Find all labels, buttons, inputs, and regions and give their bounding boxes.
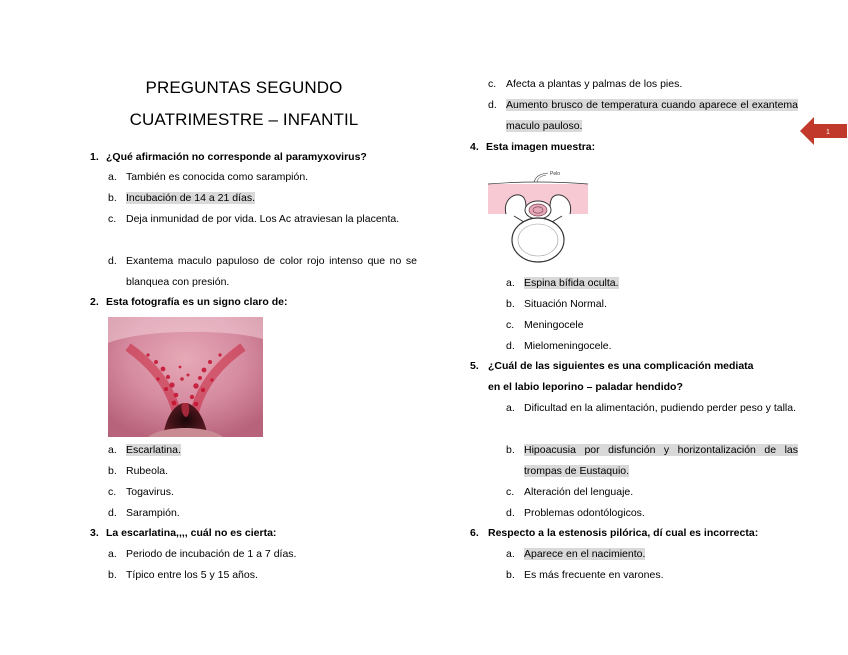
- option-letter: a.: [506, 402, 515, 414]
- question-text: Esta imagen muestra:: [486, 141, 596, 153]
- question-number: 1.: [90, 151, 99, 163]
- q4-option-a: [506, 273, 798, 294]
- option-text: También es conocida como sarampión.: [126, 171, 309, 183]
- q1-option-b: [108, 188, 417, 209]
- q2-option-c: [108, 482, 417, 503]
- option-text: Afecta a plantas y palmas de los pies.: [506, 78, 683, 90]
- q5-option-d: [506, 503, 798, 524]
- q1-option-c: [108, 209, 417, 230]
- option-text: Es más frecuente en varones.: [524, 569, 664, 581]
- q1-option-a: [108, 167, 417, 188]
- q2-option-b: [108, 461, 417, 482]
- option-letter: c.: [506, 486, 515, 498]
- question-text: Esta fotografía es un signo claro de:: [106, 296, 288, 308]
- question-text: La escarlatina,,,, cuál no es cierta:: [106, 527, 277, 539]
- question-number: 2.: [90, 296, 99, 308]
- option-text: Deja inmunidad de por vida. Los Ac atraviesan la placenta.: [126, 213, 400, 225]
- q2-option-a: [108, 440, 417, 461]
- question-number: 5.: [470, 360, 479, 372]
- option-letter: b.: [506, 298, 515, 310]
- option-letter: b.: [506, 569, 515, 581]
- question-text: Respecto a la estenosis pilórica, dí cual es incorrecta:: [488, 527, 759, 539]
- spina-bifida-diagram: [488, 168, 588, 268]
- question-number: 4.: [470, 141, 479, 153]
- question-text: ¿Qué afirmación no corresponde al paramyxovirus?: [106, 151, 367, 163]
- option-text: Situación Normal.: [524, 298, 607, 310]
- page-title-line2: CUATRIMESTRE – INFANTIL: [129, 110, 359, 129]
- option-text: Rubeola.: [126, 465, 169, 477]
- option-text: Aumento brusco de temperatura cuando aparece el exantema maculo pauloso.: [506, 99, 798, 132]
- option-text: Espina bífida oculta.: [524, 277, 619, 289]
- q3-option-a: [108, 544, 417, 565]
- option-text: Problemas odontólogicos.: [524, 507, 645, 519]
- q3-option-c: [488, 74, 798, 95]
- question-text-line1: ¿Cuál de las siguientes es una complicación mediata: [488, 360, 754, 372]
- option-letter: b.: [108, 569, 117, 581]
- option-text: Mielomeningocele.: [524, 340, 612, 352]
- question-number: 3.: [90, 527, 99, 539]
- q4-option-d: [506, 336, 798, 357]
- option-text: Aparece en el nacimiento.: [524, 548, 646, 560]
- option-text: Incubación de 14 a 21 días.: [126, 192, 256, 204]
- option-letter: c.: [108, 486, 117, 498]
- option-letter: d.: [488, 99, 497, 111]
- throat-photo: [108, 317, 263, 437]
- option-letter: a.: [108, 548, 117, 560]
- option-letter: a.: [506, 548, 515, 560]
- option-text: Togavirus.: [126, 486, 174, 498]
- question-text-line2: en el labio leporino – paladar hendido?: [488, 381, 683, 393]
- page-marker-arrow[interactable]: [800, 117, 847, 145]
- option-letter: d.: [506, 507, 515, 519]
- q2-option-d: [108, 503, 417, 524]
- q5-option-c: [506, 482, 798, 503]
- q3-option-d: [488, 95, 798, 136]
- option-letter: d.: [506, 340, 515, 352]
- option-text: Exantema maculo papuloso de color rojo intenso que no se blanquea con presión.: [126, 255, 417, 288]
- q4-option-c: [506, 315, 798, 336]
- page-marker-label: 1: [826, 129, 830, 136]
- q5-option-b: [506, 440, 798, 481]
- q3-option-b: [108, 565, 417, 586]
- option-letter: c.: [488, 78, 497, 90]
- q4-option-b: [506, 294, 798, 315]
- option-text: Periodo de incubación de 1 a 7 días.: [126, 548, 297, 560]
- option-text: Meningocele: [524, 319, 584, 331]
- diagram-label-pelo: Pelo: [550, 171, 561, 177]
- q6-option-b: [506, 565, 798, 586]
- option-text: Típico entre los 5 y 15 años.: [126, 569, 258, 581]
- q5-option-a: [506, 398, 798, 419]
- option-letter: b.: [108, 465, 117, 477]
- option-text: Escarlatina.: [126, 444, 181, 456]
- question-number: 6.: [470, 527, 479, 539]
- option-letter: a.: [506, 277, 515, 289]
- option-letter: a.: [108, 171, 117, 183]
- option-text: Hipoacusia por disfunción y horizontalización de las trompas de Eustaquio.: [524, 444, 798, 477]
- option-letter: c.: [506, 319, 515, 331]
- option-letter: d.: [108, 255, 117, 267]
- option-letter: b.: [506, 444, 515, 456]
- option-text: Dificultad en la alimentación, pudiendo perder peso y talla.: [524, 402, 797, 414]
- option-letter: a.: [108, 444, 117, 456]
- option-text: Sarampión.: [126, 507, 180, 519]
- q1-option-d: [108, 251, 417, 292]
- q6-option-a: [506, 544, 798, 565]
- option-text: Alteración del lenguaje.: [524, 486, 634, 498]
- page-marker-arrow-shape: [800, 117, 847, 145]
- option-letter: c.: [108, 213, 117, 225]
- option-letter: b.: [108, 192, 117, 204]
- page-title-line1: PREGUNTAS SEGUNDO: [145, 78, 343, 97]
- option-letter: d.: [108, 507, 117, 519]
